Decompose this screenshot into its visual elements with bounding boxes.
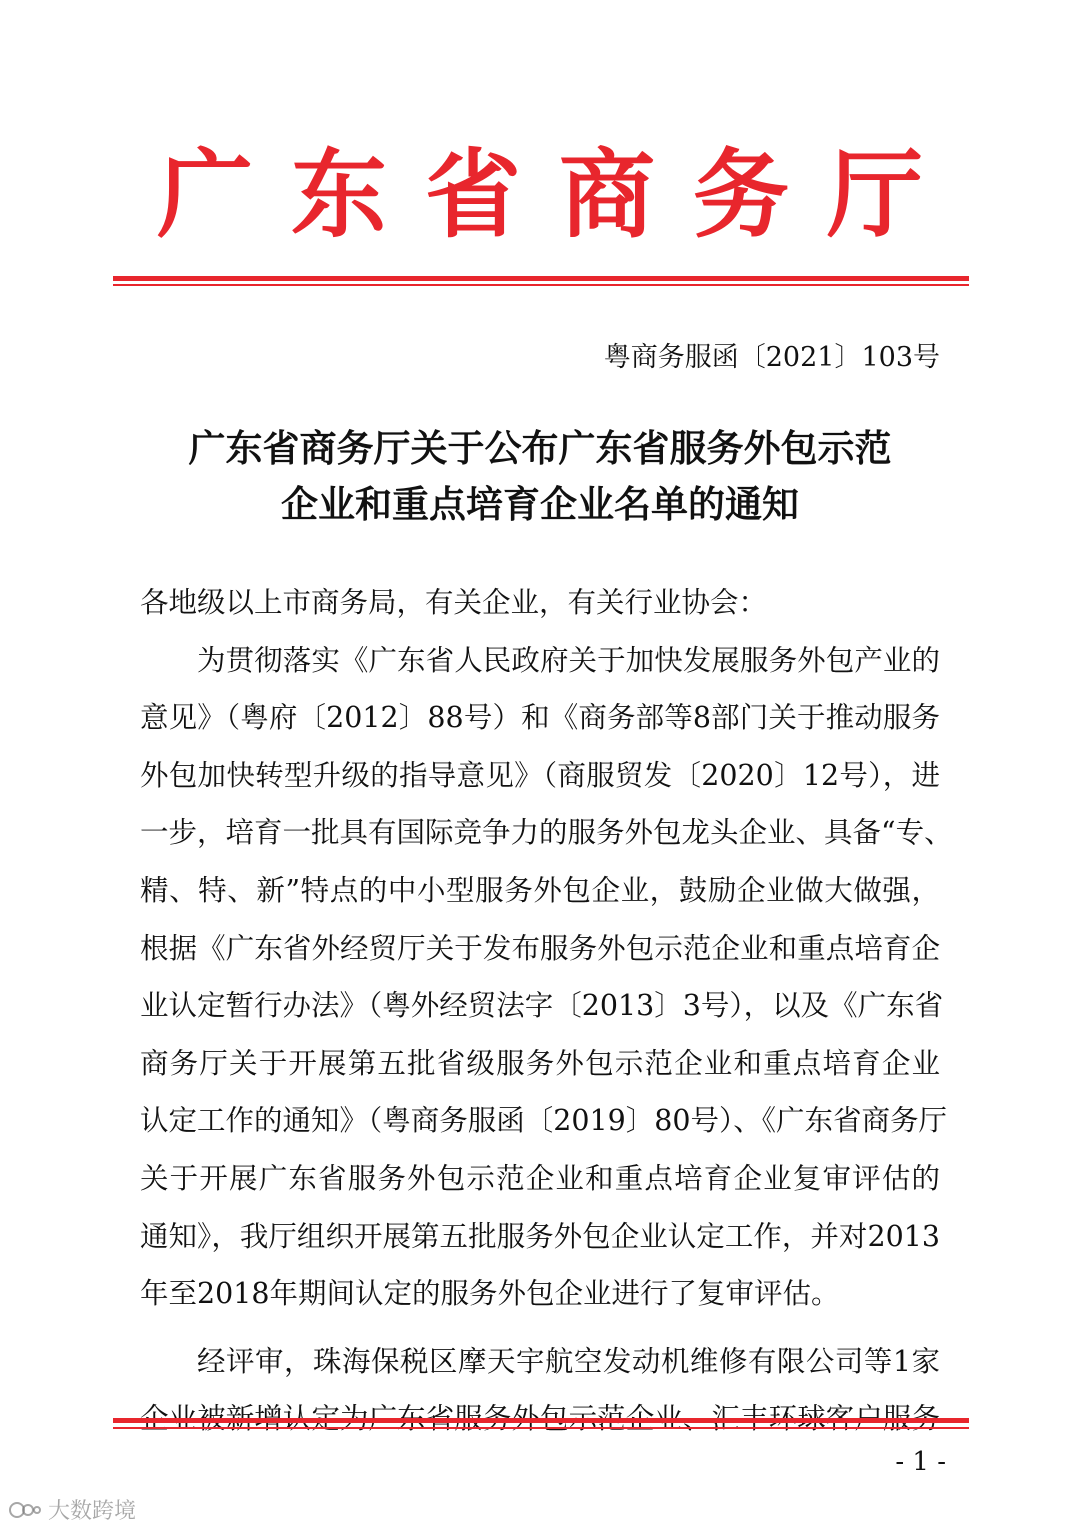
- paragraph-line: 认定工作的通知》（粤商务服函〔2019〕80号）、《广东省商务厅: [140, 1104, 948, 1138]
- paragraph-line: 年至2018年期间认定的服务外包企业进行了复审评估。: [140, 1277, 840, 1311]
- masthead-title: 广东省商务厅: [157, 138, 961, 251]
- paragraph-gap: [140, 1323, 940, 1333]
- document-title: [100, 420, 980, 532]
- paragraph-line: 一步，培育一批具有国际竞争力的服务外包龙头企业、具备“专、: [140, 816, 953, 850]
- speech-bubble-icon: [8, 1498, 42, 1522]
- page-number: - 1 -: [895, 1447, 946, 1477]
- paragraph-2: [140, 1333, 940, 1448]
- paragraph-line: 通知》，我厅组织开展第五批服务外包企业认定工作，并对2013: [140, 1219, 940, 1253]
- document-number: 粤商务服函〔2021〕103号: [603, 342, 940, 373]
- paragraph-line: 为贯彻落实《广东省人民政府关于加快发展服务外包产业的: [197, 643, 940, 677]
- footer-rule-thin: [113, 1427, 969, 1429]
- title-line-1: 广东省商务厅关于公布广东省服务外包示范: [188, 426, 892, 470]
- paragraph-line: 根据《广东省外经贸厅关于发布服务外包示范企业和重点培育企: [140, 931, 940, 965]
- watermark: [8, 1494, 136, 1525]
- title-line-2: 企业和重点培育企业名单的通知: [281, 482, 799, 526]
- document-body: [140, 574, 953, 1448]
- salutation: 各地级以上市商务局，有关企业，有关行业协会：: [140, 586, 768, 619]
- paragraph-line: 精、特、新”特点的中小型服务外包企业，鼓励企业做大做强，: [140, 873, 940, 907]
- paragraph-line: 关于开展广东省服务外包示范企业和重点培育企业复审评估的: [140, 1161, 940, 1195]
- paragraph-line: 外包加快转型升级的指导意见》（商服贸发〔2020〕12号），进: [140, 758, 940, 792]
- footer-rule-thick: [113, 1418, 969, 1423]
- header-rule-thick: [113, 276, 969, 281]
- paragraph-line: 商务厅关于开展第五批省级服务外包示范企业和重点培育企业: [140, 1046, 940, 1080]
- paragraph-line: 经评审，珠海保税区摩天宇航空发动机维修有限公司等1家: [197, 1344, 940, 1378]
- paragraph-line: 意见》（粤府〔2012〕88号）和《商务部等8部门关于推动服务: [140, 701, 940, 735]
- header-rule-thin: [113, 284, 969, 286]
- paragraph-line: 业认定暂行办法》（粤外经贸法字〔2013〕3号），以及《广东省: [140, 989, 944, 1023]
- watermark-text: 大数跨境: [48, 1499, 137, 1524]
- paragraph-1: [140, 632, 953, 1323]
